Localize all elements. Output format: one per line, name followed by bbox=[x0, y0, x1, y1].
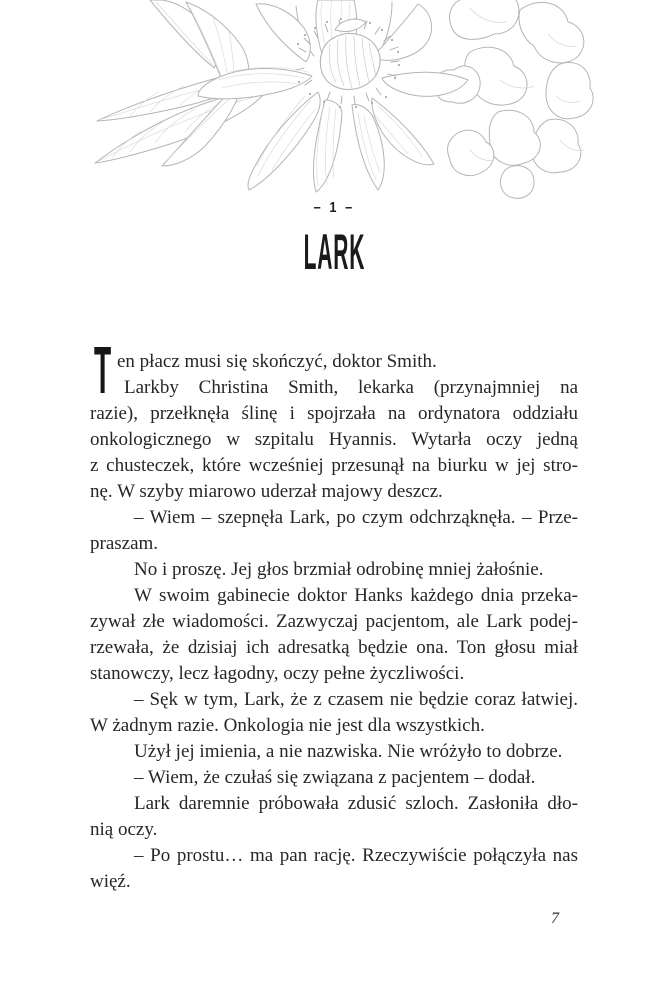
text-line: en płacz musi się skończyć, doktor Smith. bbox=[117, 351, 437, 372]
chapter-title bbox=[0, 224, 668, 280]
text-line: stanowczy, lecz łagodny, oczy pełne życzliwości. bbox=[90, 663, 465, 684]
text-line: zywał złe wiadomości. Zazwyczaj pacjentom, ale Lark podej- bbox=[90, 611, 578, 632]
text-lines bbox=[90, 349, 578, 895]
text-line: więź. bbox=[90, 871, 131, 892]
text-line: W żadnym razie. Onkologia nie jest dla wszystkich. bbox=[90, 715, 485, 736]
text-line: No i proszę. Jej głos brzmiał odrobinę mniej żałośnie. bbox=[134, 559, 544, 580]
page-number: 7 bbox=[551, 910, 559, 927]
chapter-number bbox=[0, 199, 668, 217]
body-text bbox=[90, 333, 578, 895]
text-line: – Wiem, że czułaś się związana z pacjentem – dodał. bbox=[134, 767, 536, 788]
text-line: praszam. bbox=[90, 533, 159, 554]
chapter-number-label: – 1 – bbox=[313, 199, 355, 216]
text-line: – Po prostu… ma pan rację. Rzeczywiście połączyła nas bbox=[134, 845, 578, 866]
peony-illustration bbox=[0, 0, 668, 200]
drop-cap: T bbox=[94, 333, 112, 408]
text-line: z chusteczek, które wcześniej przesunął na biurku w jej stro- bbox=[90, 455, 578, 476]
text-line: razie), przełknęła ślinę i spojrzała na ordynatora oddziału bbox=[90, 403, 578, 424]
text-line: – Sęk w tym, Lark, że z czasem nie będzie coraz łatwiej. bbox=[134, 689, 578, 710]
text-line: nę. W szyby miarowo uderzał majowy deszcz. bbox=[90, 481, 443, 502]
text-line: W swoim gabinecie doktor Hanks każdego dnia przeka- bbox=[134, 585, 578, 606]
text-line: onkologicznego w szpitalu Hyannis. Wytarła oczy jedną bbox=[90, 429, 578, 450]
flower-right bbox=[435, 0, 593, 198]
text-line: Lark daremnie próbowała zdusić szloch. Zasłoniła dło- bbox=[134, 793, 578, 814]
chapter-title-label: LARK bbox=[303, 224, 365, 280]
text-line: Użył jej imienia, a nie nazwiska. Nie wróżyło to dobrze. bbox=[134, 741, 563, 762]
text-line: Larkby Christina Smith, lekarka (przynajmniej na bbox=[124, 377, 578, 398]
text-line: nią oczy. bbox=[90, 819, 158, 840]
text-line: rzewała, że dzisiaj ich adresatką będzie ona. Ton głosu miał bbox=[90, 637, 578, 658]
text-line: – Wiem – szepnęła Lark, po czym odchrząknęła. – Prze- bbox=[134, 507, 578, 528]
